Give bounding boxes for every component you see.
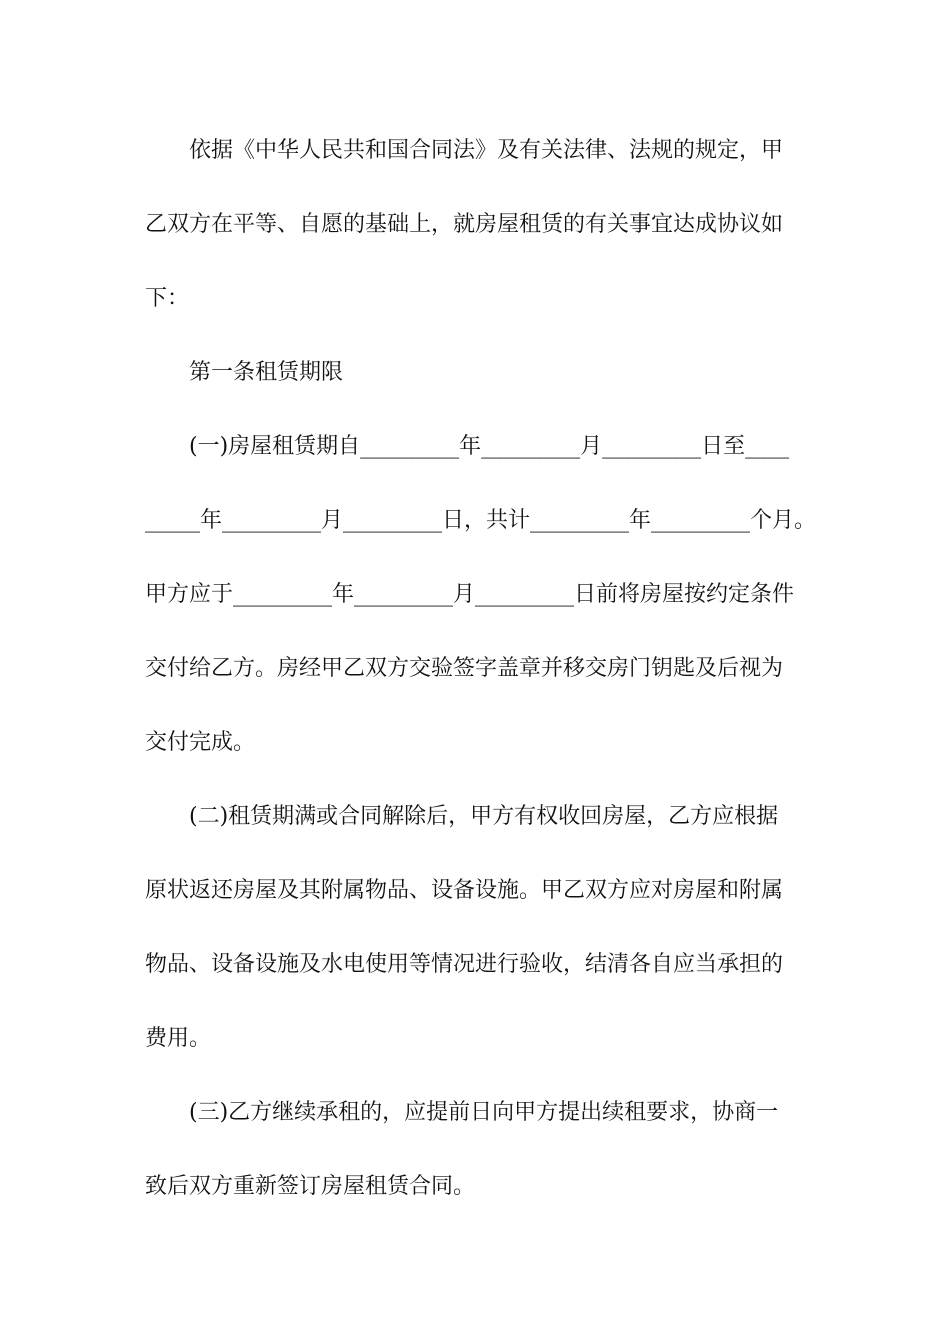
paragraph-line: (二)租赁期满或合同解除后，甲方有权收回房屋，乙方应根据 bbox=[189, 804, 779, 829]
section-heading: 第一条租赁期限 bbox=[189, 360, 344, 385]
paragraph-line: 致后双方重新签订房屋租赁合同。 bbox=[145, 1174, 476, 1199]
paragraph-line: 交付给乙方。房经甲乙双方交验签字盖章并移交房门钥匙及后视为 bbox=[145, 656, 784, 681]
paragraph-line: 乙双方在平等、自愿的基础上，就房屋租赁的有关事宜达成协议如 bbox=[145, 212, 784, 237]
paragraph-line: _____年_________月_________日，共计_________年_________个月。 bbox=[145, 508, 817, 533]
paragraph-line: 交付完成。 bbox=[145, 730, 256, 755]
paragraph-line: 下： bbox=[145, 286, 190, 311]
paragraph-line: 甲方应于_________年_________月_________日前将房屋按约定条件 bbox=[145, 582, 795, 607]
paragraph-line: 费用。 bbox=[145, 1026, 212, 1051]
paragraph-line: (三)乙方继续承租的，应提前日向甲方提出续租要求，协商一 bbox=[189, 1100, 779, 1125]
paragraph-line: (一)房屋租赁期自_________年_________月_________日至____ bbox=[189, 434, 790, 459]
paragraph-line: 物品、设备设施及水电使用等情况进行验收，结清各自应当承担的 bbox=[145, 952, 784, 977]
paragraph-line: 依据《中华人民共和国合同法》及有关法律、法规的规定，甲 bbox=[189, 138, 784, 163]
paragraph-line: 原状返还房屋及其附属物品、设备设施。甲乙双方应对房屋和附属 bbox=[145, 878, 784, 903]
